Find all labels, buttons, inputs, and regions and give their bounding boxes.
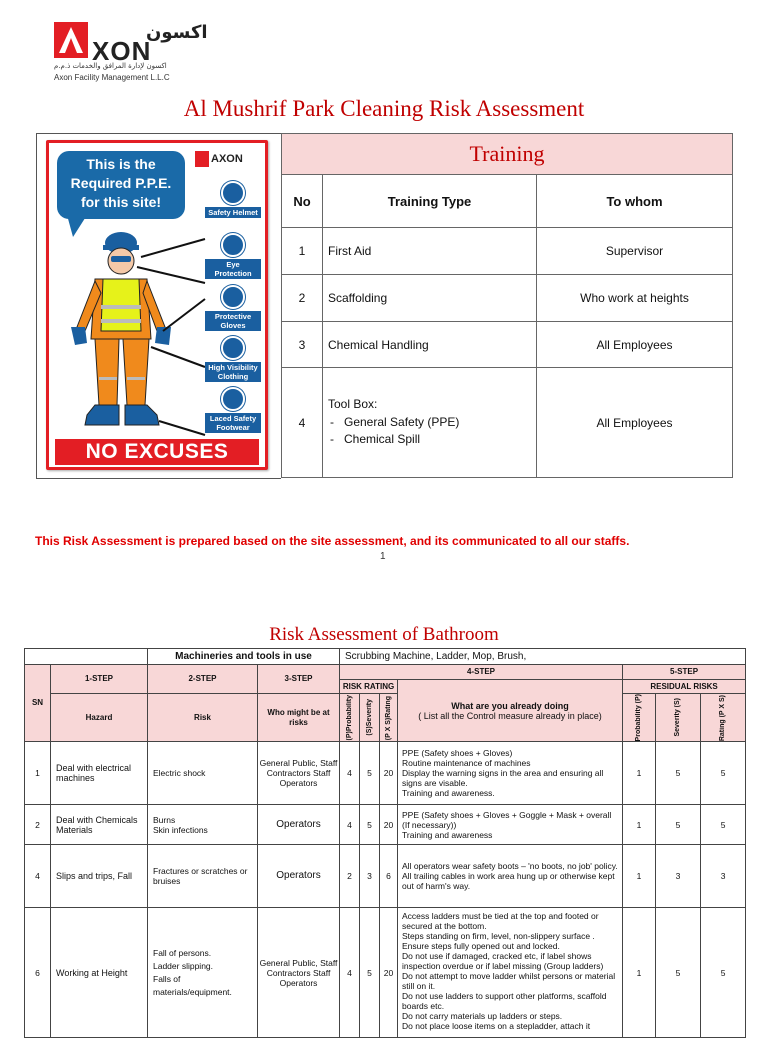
row-s: 5 xyxy=(360,742,380,805)
row-p: 4 xyxy=(340,805,360,845)
row-risk-line: Electric shock xyxy=(153,768,206,779)
res-probability-header: Probability (P) xyxy=(635,694,643,742)
poster-logo xyxy=(195,151,259,171)
controls-header-sub: ( List all the Control measure already in place) xyxy=(418,710,602,721)
row-r: 20 xyxy=(380,805,398,845)
machinery-value: Scrubbing Machine, Ladder, Mop, Brush, xyxy=(340,649,746,665)
worker-figure-icon xyxy=(55,227,195,435)
logo-english-subtitle: Axon Facility Management L.L.C xyxy=(54,73,170,82)
probability-header: (P)Probability xyxy=(345,694,353,741)
row-s: 3 xyxy=(360,845,380,908)
boot-icon xyxy=(221,387,245,411)
ppe-gloves-label: Protective Gloves xyxy=(205,311,261,331)
control-line: Routine maintenance of machines xyxy=(402,758,531,769)
row-whom: Who work at heights xyxy=(537,275,733,322)
row-rr: 5 xyxy=(701,805,746,845)
control-line: PPE (Safety shoes + Gloves) xyxy=(402,748,513,759)
row-rs: 5 xyxy=(656,742,701,805)
control-line: Do not use if damaged, cracked etc, if label shows inspection overdue or if label missing (Group ladders) xyxy=(402,951,604,972)
row-who: Operators xyxy=(258,805,340,845)
document-title: Al Mushrif Park Cleaning Risk Assessment xyxy=(183,96,585,121)
row-rp: 1 xyxy=(623,805,656,845)
row-no: 4 xyxy=(282,368,323,478)
row-no: 1 xyxy=(282,228,323,275)
row-who: Operators xyxy=(258,845,340,908)
rating-header: (P X S)Rating xyxy=(384,695,392,740)
risk-rating-header: RISK RATING xyxy=(340,680,398,694)
step3-header: 3-STEP xyxy=(258,665,340,694)
ppe-gloves xyxy=(205,285,261,331)
ppe-helmet xyxy=(205,181,261,218)
control-line: Do not use ladders to support other platforms, scaffold boards etc. xyxy=(402,991,607,1012)
training-table xyxy=(281,133,733,478)
res-severity-header: Severity (S) xyxy=(674,698,682,737)
logo-arabic-name: اكسون xyxy=(146,22,208,43)
table-row xyxy=(282,368,733,478)
row-hazard: Deal with electrical machines xyxy=(51,742,148,805)
machinery-label: Machineries and tools in use xyxy=(148,649,340,665)
row-rp: 1 xyxy=(623,845,656,908)
row-no: 3 xyxy=(282,322,323,368)
row-sn: 6 xyxy=(25,908,51,1038)
control-line: Do not attempt to move ladder whilst persons or material still on it. xyxy=(402,971,616,992)
helmet-icon xyxy=(221,181,245,205)
residual-risks-header: RESIDUAL RISKS xyxy=(623,680,746,694)
table-row xyxy=(25,845,746,908)
poster-speech-bubble xyxy=(57,151,185,219)
bathroom-title: Risk Assessment of Bathroom xyxy=(269,624,499,645)
logo-a-mark xyxy=(54,22,88,58)
row-risk-line: Burns xyxy=(153,814,176,825)
row-whom: All Employees xyxy=(537,322,733,368)
row-type: Chemical Handling xyxy=(323,322,537,368)
list-item: - Chemical Spill xyxy=(328,431,536,448)
col-to-whom: To whom xyxy=(537,175,733,228)
row-risk-line: Skin infections xyxy=(153,824,208,835)
row-risk-line: Ladder slipping. xyxy=(153,960,214,971)
control-line: Do not place loose items on a stepladder, attach it xyxy=(402,1021,591,1032)
row-rs: 5 xyxy=(656,908,701,1038)
risk-header: Risk xyxy=(148,694,258,742)
col-training-type: Training Type xyxy=(323,175,537,228)
control-line: All trailing cables in work area hung up or otherwise kept out of harm's way. xyxy=(402,871,615,892)
row-no: 2 xyxy=(282,275,323,322)
row-risk xyxy=(148,845,258,908)
row-r: 20 xyxy=(380,908,398,1038)
row-whom: Supervisor xyxy=(537,228,733,275)
goggles-icon xyxy=(221,233,245,257)
who-header: Who might be at risks xyxy=(258,694,340,742)
controls-header xyxy=(398,680,623,742)
sn-header: SN xyxy=(25,665,51,742)
list-item: - General Safety (PPE) xyxy=(328,414,536,431)
control-line: Ensure steps fully opened out and locked. xyxy=(402,941,560,952)
row-risk-line: Fall of persons. xyxy=(153,947,212,958)
row-rr: 3 xyxy=(701,845,746,908)
control-line: Training and awareness xyxy=(402,829,493,840)
row-rr: 5 xyxy=(701,742,746,805)
step1-header: 1-STEP xyxy=(51,665,148,694)
row-rr: 5 xyxy=(701,908,746,1038)
row-p: 2 xyxy=(340,845,360,908)
row-controls xyxy=(398,742,623,805)
ppe-footwear xyxy=(205,387,261,433)
table-row xyxy=(25,908,746,1038)
control-line: Do not carry materials up ladders or steps. xyxy=(402,1011,563,1022)
row-risk-line: Falls of materials/equipment. xyxy=(153,973,232,997)
training-heading: Training xyxy=(282,134,733,175)
row-r: 6 xyxy=(380,845,398,908)
ppe-helmet-label: Safety Helmet xyxy=(205,207,261,218)
row-rs: 5 xyxy=(656,805,701,845)
logo-arabic-subtitle: اكسون لإدارة المرافق والخدمات ذ.م.م xyxy=(54,62,167,70)
step2-header: 2-STEP xyxy=(148,665,258,694)
row-sn: 4 xyxy=(25,845,51,908)
page-number: 1 xyxy=(380,551,386,562)
table-row xyxy=(282,322,733,368)
company-logo xyxy=(54,22,208,82)
control-line: Display the warning signs in the area and ensuring all signs are visable. xyxy=(402,768,604,789)
ppe-hi-vis xyxy=(205,336,261,382)
row-hazard: Working at Height xyxy=(51,908,148,1038)
table-row xyxy=(25,742,746,805)
row-risk xyxy=(148,742,258,805)
table-row xyxy=(282,275,733,322)
row-who: General Public, Staff Contractors Staff Operators xyxy=(258,908,340,1038)
ppe-poster xyxy=(46,140,268,470)
poster-headline-2: Required P.P.E. xyxy=(70,175,172,191)
row-hazard: Slips and trips, Fall xyxy=(51,845,148,908)
row-p: 4 xyxy=(340,742,360,805)
risk-assessment-table xyxy=(24,648,746,1038)
step5-header: 5-STEP xyxy=(623,665,746,680)
row-type: Tool Box: xyxy=(328,397,378,411)
row-rs: 3 xyxy=(656,845,701,908)
table-row xyxy=(282,228,733,275)
row-hazard: Deal with Chemicals Materials xyxy=(51,805,148,845)
row-controls xyxy=(398,845,623,908)
toolbox-sublist xyxy=(328,414,536,448)
logo-latin-name: XON xyxy=(92,36,152,66)
row-s: 5 xyxy=(360,805,380,845)
controls-header-title: What are you already doing xyxy=(451,700,569,711)
row-type-cell xyxy=(323,368,537,478)
row-p: 4 xyxy=(340,908,360,1038)
row-rp: 1 xyxy=(623,908,656,1038)
row-sn: 1 xyxy=(25,742,51,805)
row-type: First Aid xyxy=(323,228,537,275)
ppe-eye-label: Eye Protection xyxy=(205,259,261,279)
ppe-footwear-label: Laced Safety Footwear xyxy=(205,413,261,433)
control-line: Access ladders must be tied at the top and footed or secured at the bottom. xyxy=(402,911,599,932)
row-risk xyxy=(148,908,258,1038)
severity-header: (S)Severity xyxy=(365,699,373,737)
gloves-icon xyxy=(221,285,245,309)
table-row xyxy=(25,805,746,845)
control-line: All operators wear safety boots – 'no boots, no job' policy. xyxy=(402,861,618,872)
row-risk xyxy=(148,805,258,845)
row-risk-line: Fractures or scratches or bruises xyxy=(153,866,248,887)
assessment-statement: This Risk Assessment is prepared based on the site assessment, and its communicated to all our staffs. xyxy=(35,534,630,548)
no-excuses-banner: NO EXCUSES xyxy=(55,439,259,465)
row-controls xyxy=(398,805,623,845)
control-line: PPE (Safety shoes + Gloves + Goggle + Mask + overall (If necessary)) xyxy=(402,809,612,830)
row-type: Scaffolding xyxy=(323,275,537,322)
poster-logo-mark xyxy=(195,151,209,167)
row-whom: All Employees xyxy=(537,368,733,478)
row-rp: 1 xyxy=(623,742,656,805)
vest-icon xyxy=(221,336,245,360)
poster-headline-3: for this site! xyxy=(80,194,162,210)
hazard-header: Hazard xyxy=(51,694,148,742)
row-r: 20 xyxy=(380,742,398,805)
row-controls xyxy=(398,908,623,1038)
ppe-hi-vis-label: High Visibility Clothing xyxy=(205,362,261,382)
poster-brand: AXON xyxy=(211,153,243,165)
step4-header: 4-STEP xyxy=(340,665,623,680)
row-s: 5 xyxy=(360,908,380,1038)
row-who: General Public, Staff Contractors Staff Operators xyxy=(258,742,340,805)
row-sn: 2 xyxy=(25,805,51,845)
control-line: Training and awareness. xyxy=(402,788,495,799)
poster-headline-1: This is the xyxy=(86,156,156,172)
res-rating-header: Rating (P X S) xyxy=(719,694,727,741)
control-line: Steps standing on firm, level, non-slippery surface . xyxy=(402,931,595,942)
col-no: No xyxy=(282,175,323,228)
ppe-eye-protection xyxy=(205,233,261,279)
